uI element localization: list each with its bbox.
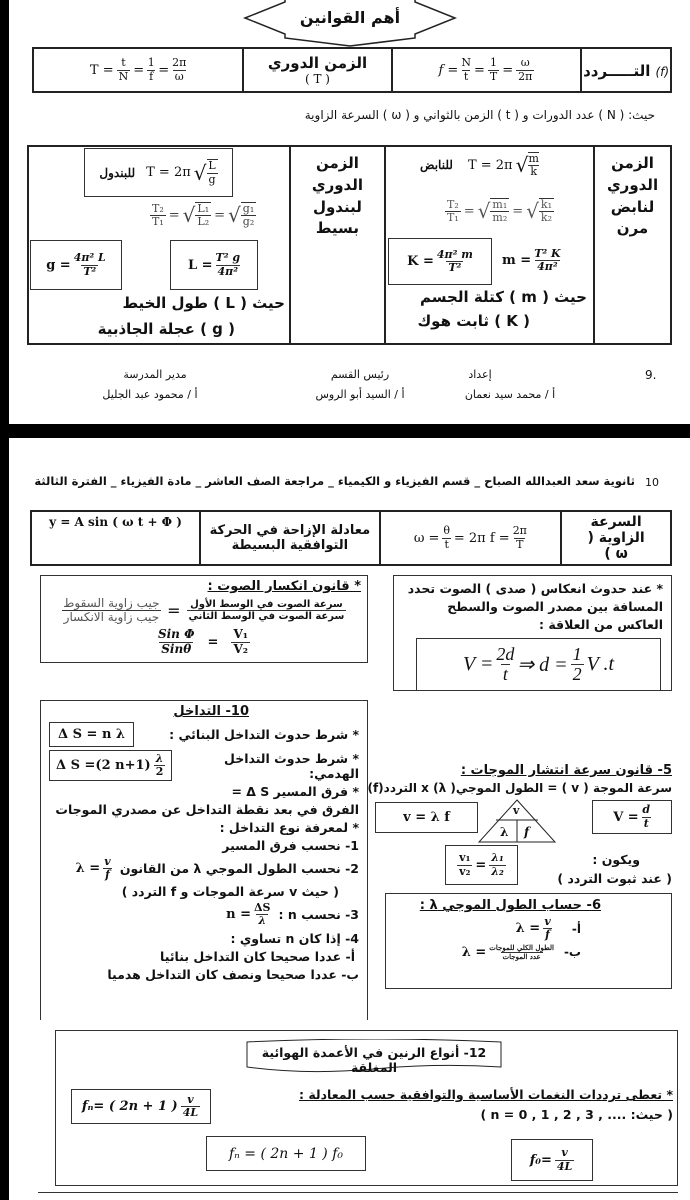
step-3-formula: n = $\frac{\Delta S}{\lambda}$ bbox=[226, 901, 271, 928]
wavelength-b-label: ب- bbox=[563, 945, 581, 960]
resonance-formula-2: fₙ = ( 2n + 1 ) f₀ bbox=[206, 1136, 366, 1171]
pendulum-where-gravity: ( g ) عجلة الجاذبية bbox=[97, 320, 235, 338]
next-box-edge bbox=[38, 1192, 678, 1193]
wave-speed-title: 5- قانون سرعة انتشار الموجات : bbox=[460, 763, 672, 778]
constructive-condition: * شرط حدوث التداخل البنائي : bbox=[169, 727, 359, 742]
principal-title: مدير المدرسة bbox=[123, 368, 187, 381]
triangle-lambda: λ bbox=[500, 825, 509, 839]
path-difference: * فرق المسير Δ S = bbox=[231, 784, 359, 800]
resonance-title: 12- أنواع الرنين في الأعمدة الهوائية المغلقة bbox=[261, 1045, 487, 1075]
wavelength-b-formula: λ = الطول الكلي للموجات عدد الموجات bbox=[461, 943, 554, 961]
spring-where-mass: حيث ( m ) كتلة الجسم bbox=[420, 288, 587, 306]
resonance-box bbox=[55, 1030, 678, 1186]
period-symbol: ( T ) bbox=[304, 72, 330, 86]
page-title: أهم القوانين bbox=[299, 8, 401, 27]
step-2-formula: λ = $\frac{v}{f}$ bbox=[75, 855, 111, 882]
resonance-formula-1: fₙ= ( 2n + 1 ) v 4L bbox=[71, 1089, 211, 1124]
wave-speed-formula: v = λ f bbox=[375, 802, 478, 833]
period-label: الزمن الدوري bbox=[267, 54, 368, 72]
ratio-note: ويكون : bbox=[592, 852, 640, 867]
displacement-formula: y = A sin ( ω t + Φ ) bbox=[31, 511, 200, 565]
angular-velocity-label: السرعة الزاوية ( ω ) bbox=[587, 514, 645, 562]
refraction-formula: Sin Φ Sinθ = $\frac{\text{V₁}}{\text{V₂}}$ bbox=[157, 627, 249, 656]
step-2: 2- نحسب الطول الموجي λ من القانون bbox=[119, 861, 359, 877]
displacement-label: معادلة الإزاحة في الحركة التوافقية البسيطة bbox=[209, 523, 371, 553]
spring-constant-formula-box: K = $\frac{\text{4π² m}}{\text{T²}}$ bbox=[388, 238, 492, 285]
wavelength-title: 6- حساب الطول الموجي λ : bbox=[419, 898, 601, 913]
constructive-formula: Δ S = n λ bbox=[49, 722, 134, 747]
refraction-box bbox=[40, 575, 368, 663]
wave-speed-rule: سرعة الموجة ( v ) = الطول الموجي( λ) x التردد(f) bbox=[367, 781, 672, 795]
length-formula-box: L = $\frac{\text{T² g}}{\text{4π²}}$ bbox=[170, 240, 258, 290]
scan-left-edge bbox=[0, 0, 9, 1200]
frequency-symbol: (f) bbox=[655, 64, 670, 79]
spring-ratio-formula: T₂ T₁ = √ m₁ m₂ = √ k₁ k₂ bbox=[447, 197, 552, 225]
mass-formula: m = $\frac{\text{T² K}}{\text{4π²}}$ bbox=[502, 247, 561, 274]
speed-ratio-formula: v₁ v₂ = λ₁ λ₂ bbox=[445, 845, 518, 885]
refraction-arabic-formula: جيب زاوية السقوط جيب زاوية الانكسار = سرعة الصوت في الوسط الأول سرعة الصوت في الوسط الثاني bbox=[63, 596, 345, 625]
interference-type-title: * لمعرفة نوع التداخل : bbox=[219, 820, 359, 836]
page-number: 9. bbox=[645, 368, 657, 382]
path-difference-definition: الفرق في بعد نقطة التداخل عن مصدري الموجات bbox=[55, 802, 359, 818]
principal-name: أ / محمود عبد الجليل bbox=[102, 388, 198, 401]
spring-label: الزمن الدوري لنابض مرن bbox=[606, 154, 659, 238]
page-header: ثانوية سعد العبدالله الصباح _ قسم الفيزياء و الكيمياء _ مراجعة الصف العاشر _ مادة الفيزياء _ الفترة الثالثة bbox=[34, 474, 635, 488]
interference-box bbox=[40, 700, 368, 1020]
step-3: 3- نحسب n : bbox=[278, 907, 359, 923]
wavelength-a-label: أ- bbox=[571, 921, 581, 936]
gravity-formula-box: g = $\frac{\text{4π² L}}{\text{T²}}$ bbox=[30, 240, 122, 290]
echo-box bbox=[393, 575, 672, 691]
pendulum-where-length: حيث ( L ) طول الخيط bbox=[122, 294, 285, 312]
where-definitions: حيث: ( N ) عدد الدورات و ( t ) الزمن بالثواني و ( ω ) السرعة الزاوية bbox=[304, 108, 655, 122]
spring-where-k: ( K ) ثابت هوك bbox=[417, 312, 530, 330]
triangle-v: v bbox=[513, 804, 520, 817]
frequency-period-table bbox=[32, 47, 672, 93]
resonance-text: * تعطى ترددات النغمات الأساسية والتوافقية حسب المعادلة : bbox=[299, 1087, 673, 1102]
pendulum-period-formula-box: للبندول T = 2π √ L g bbox=[84, 148, 233, 197]
page-number: 10 bbox=[645, 476, 659, 489]
echo-text: * عند حدوث انعكاس ( صدى ) الصوت تحدد المسافة بين مصدر الصوت والسطح العاكس من العلاقة : bbox=[407, 581, 663, 633]
prepared-by-title: إعداد bbox=[468, 368, 492, 381]
interference-title: 10- التداخل bbox=[173, 704, 249, 719]
spring-period-formula: للنابض T = 2π √ m k bbox=[420, 152, 539, 179]
destructive-condition: * شرط حدوث التداخل الهدمي: bbox=[224, 750, 359, 781]
ratio-condition: ( عند ثبوت التردد ) bbox=[557, 871, 672, 886]
fundamental-frequency-formula: f₀= $\frac{v}{4L}$ bbox=[511, 1139, 593, 1181]
page-separator bbox=[0, 424, 690, 438]
refraction-title: * قانون انكسار الصوت : bbox=[207, 579, 361, 594]
pendulum-label: الزمن الدوري لبندول بسيط bbox=[311, 154, 363, 238]
pendulum-ratio-formula: T₂ T₁ = √ L₁ L₂ = √ g₁ g₂ bbox=[152, 201, 255, 229]
angular-velocity-formula: ω = $\frac{\theta}{t}$ = 2π f = $\frac{2\pi}{T}$ bbox=[413, 524, 527, 551]
prepared-by-name: أ / محمد سيد نعمان bbox=[464, 388, 556, 401]
department-head-title: رئيس القسم bbox=[330, 368, 390, 381]
angular-velocity-table bbox=[30, 510, 672, 566]
period-formula: T = $\frac{t}{N}$ = $\frac{1}{f}$ = $\frac{2\pi}{\omega}$ bbox=[89, 56, 187, 83]
frequency-formula: f = $\frac{N}{t}$ = $\frac{1}{T}$ = $\frac{\omega}{2\pi}$ bbox=[438, 56, 533, 83]
wavelength-a-formula: λ = $\frac{v}{f}$ bbox=[515, 915, 551, 942]
speed-distance-formula: V = $\frac{d}{t}$ bbox=[592, 800, 672, 834]
echo-formula: V = $\frac{2d}{t}$ ⇒ d = $\frac{1}{2}$ V .t bbox=[416, 638, 661, 690]
step-2-note: ( حيث v سرعة الموجات و f التردد ) bbox=[121, 884, 339, 900]
step-4b: ب- عددا صحيحا ونصف كان التداخل هدميا bbox=[107, 966, 359, 982]
step-4: 4- إذا كان n تساوي : bbox=[230, 930, 359, 946]
triangle-f: f bbox=[524, 825, 530, 839]
frequency-label: التـــــردد bbox=[583, 61, 651, 80]
destructive-formula: Δ S =(2 n+1) λ 2 bbox=[49, 750, 172, 781]
wavelength-box bbox=[385, 893, 672, 989]
department-head-name: أ / السيد أبو الروس bbox=[315, 388, 405, 401]
resonance-n-values: ( حيث: .... , 3 , 2 , 1 , 0 = n ) bbox=[480, 1107, 673, 1122]
step-4a: أ- عددا صحيحا كان التداخل بنائيا bbox=[160, 948, 355, 964]
step-1: 1- نحسب فرق المسير bbox=[222, 838, 359, 854]
